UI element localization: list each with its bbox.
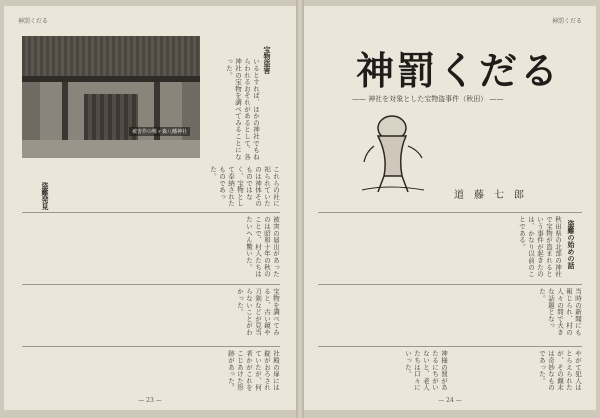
shrine-photo bbox=[22, 36, 200, 158]
photo-caption: 被害作の喉ヶ森八幡神社 bbox=[129, 127, 190, 136]
text-column: やがて犯人はとらえられたが、その顛末は奇妙なものであった。 bbox=[538, 350, 582, 391]
gutter bbox=[296, 0, 304, 418]
article-subtitle: —— 神社を対象とした宝物盗事件（秋田） —— bbox=[352, 95, 504, 103]
figure-illustration bbox=[344, 106, 434, 196]
section-heading: 盗難発見 bbox=[41, 182, 50, 210]
text-column: 被害の届出があったのは昭和十年の秋のことで、村人たちはたいへん驚いた。 bbox=[245, 216, 280, 278]
text-column: 社殿の扉には錠がおろされていたが、何者かがこれをこじあけた形跡があった。 bbox=[227, 350, 280, 391]
section-heading: 盗難の始めの話 bbox=[567, 220, 576, 269]
page-number: — 24 — bbox=[438, 397, 462, 404]
left-page bbox=[4, 6, 296, 410]
section-heading: 宝物盗害 bbox=[263, 46, 272, 74]
divider bbox=[318, 212, 582, 213]
divider bbox=[318, 346, 582, 347]
text-column: 神様の罰があたるにちがいないと、老人たちは口々にいった。 bbox=[404, 350, 448, 391]
divider bbox=[22, 284, 280, 285]
divider bbox=[318, 284, 582, 285]
author-name: 道藤七郎 bbox=[454, 190, 534, 201]
running-head: 神罰くだる bbox=[551, 18, 582, 25]
text-column: いるとすれば、ほかの神社でもねらわれるおそれがあるとして、各神社の宝物を調べてみることになった。 bbox=[225, 58, 260, 160]
divider bbox=[22, 212, 280, 213]
divider bbox=[22, 346, 280, 347]
right-page bbox=[304, 6, 596, 410]
article-title: 神罰くだる bbox=[356, 48, 562, 93]
text-column: これらの社に祀られていたのは神体そのものではなく、宝物として奉納されたものであった。 bbox=[209, 166, 280, 207]
running-head: 神罰くだる bbox=[18, 18, 49, 25]
text-column: 当時の新聞にも報じられ、村の人々の間で大きな話題となった。 bbox=[538, 288, 582, 336]
text-column: 宝物を調べてみると、古い鏡や刀剣などが見当らないことがわかった。 bbox=[236, 288, 280, 336]
text-column: 秋田県の北部の神社で宝物が盗まれるという事件が起きたのは、かなり以前のことである。 bbox=[518, 216, 562, 278]
page-number: — 23 — bbox=[138, 397, 162, 404]
